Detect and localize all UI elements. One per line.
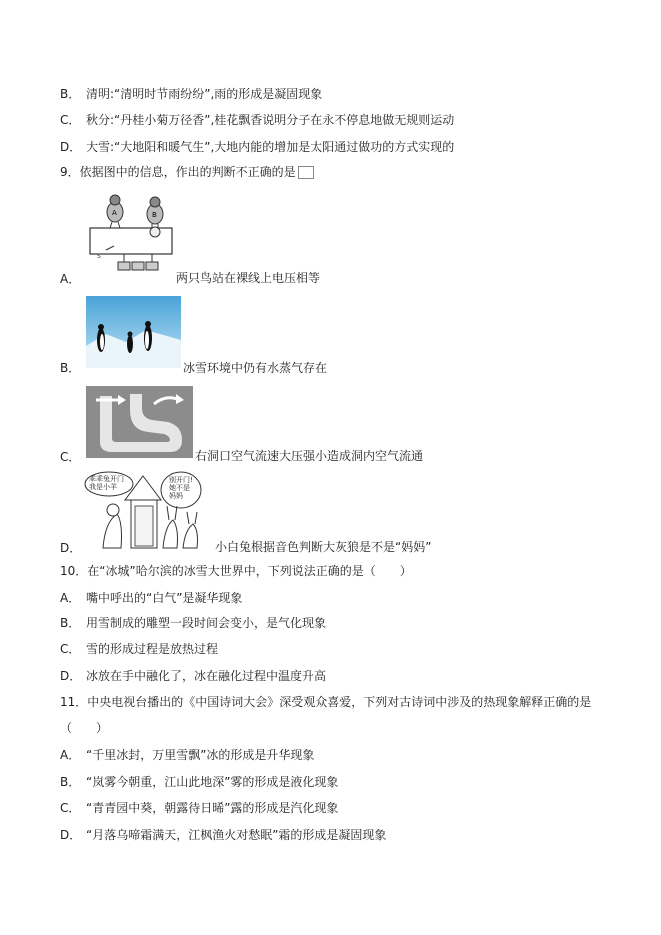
q9-option-c-label: C． (60, 450, 81, 464)
answer-blank (298, 166, 314, 179)
q11-option-c: C． “青青园中葵，朝露待日晞”露的形成是汽化现象 (60, 801, 339, 815)
penguins-illustration (86, 296, 181, 368)
q10-option-b: B． 用雪制成的雕塑一段时间会变小，是气化现象 (60, 616, 327, 630)
q9-option-a-label: A． (60, 272, 81, 286)
q10-option-c: C． 雪的形成过程是放热过程 (60, 642, 219, 656)
svg-text:A: A (112, 209, 117, 217)
q8-option-d: D． 大雪:“大地阳和暖气生”,大地内能的增加是太阳通过做功的方式实现的 (60, 140, 455, 154)
q9-option-a-text: 两只鸟站在裸线上电压相等 (176, 271, 321, 285)
q8-option-b: B． 清明:“清明时节雨纷纷”,雨的形成是凝固现象 (60, 87, 323, 101)
q9-option-d-text: 小白兔根据音色判断大灰狼是不是“妈妈” (215, 540, 432, 554)
burrow-illustration (86, 386, 193, 458)
svg-text:S: S (97, 253, 101, 260)
q11-option-d: D． “月落乌啼霜满天，江枫渔火对愁眠”霜的形成是凝固现象 (60, 828, 387, 842)
circuit-illustration (88, 192, 174, 278)
q9-stem: 9．依据图中的信息，作出的判断不正确的是 (60, 164, 314, 180)
q9-option-b-text: 冰雪环境中仍有水蒸气存在 (183, 361, 328, 375)
rabbit-speech-bubble-text: 别开门! 她不是 妈妈 (169, 476, 193, 500)
q10-option-a: A． 嘴中呼出的“白气”是凝华现象 (60, 591, 243, 605)
burrow-figure (86, 386, 193, 458)
q8-option-c: C． 秋分:“丹桂小菊万径香”,桂花飘香说明分子在永不停息地做无规则运动 (60, 113, 455, 127)
svg-text:B: B (152, 211, 157, 219)
q11-option-a: A． “千里冰封，万里雪飘”冰的形成是升华现象 (60, 748, 315, 762)
q9-option-d-label: D． (60, 541, 82, 555)
q11-stem: 11．中央电视台播出的《中国诗词大会》深受观众喜爱，下列对古诗词中涉及的热现象解释正确的是 (60, 695, 592, 709)
q11-option-b: B． “岚雾今朝重，江山此地深”雾的形成是液化现象 (60, 775, 339, 789)
penguins-figure (86, 296, 181, 368)
rabbits-wolf-figure (83, 470, 217, 550)
q9-option-c-text: 右洞口空气流速大压强小造成洞内空气流通 (195, 449, 424, 463)
q9-option-b-label: B． (60, 361, 81, 375)
q11-answer-paren: （ ） (60, 721, 109, 735)
q10-option-d: D． 冰放在手中融化了，冰在融化过程中温度升高 (60, 669, 327, 683)
q10-stem: 10．在“冰城”哈尔滨的冰雪大世界中，下列说法正确的是（ ） (60, 564, 412, 578)
wolf-speech-bubble-text: 乖乖兔开门 我是小羊 (89, 475, 124, 491)
birds-on-wire-figure (88, 192, 174, 278)
